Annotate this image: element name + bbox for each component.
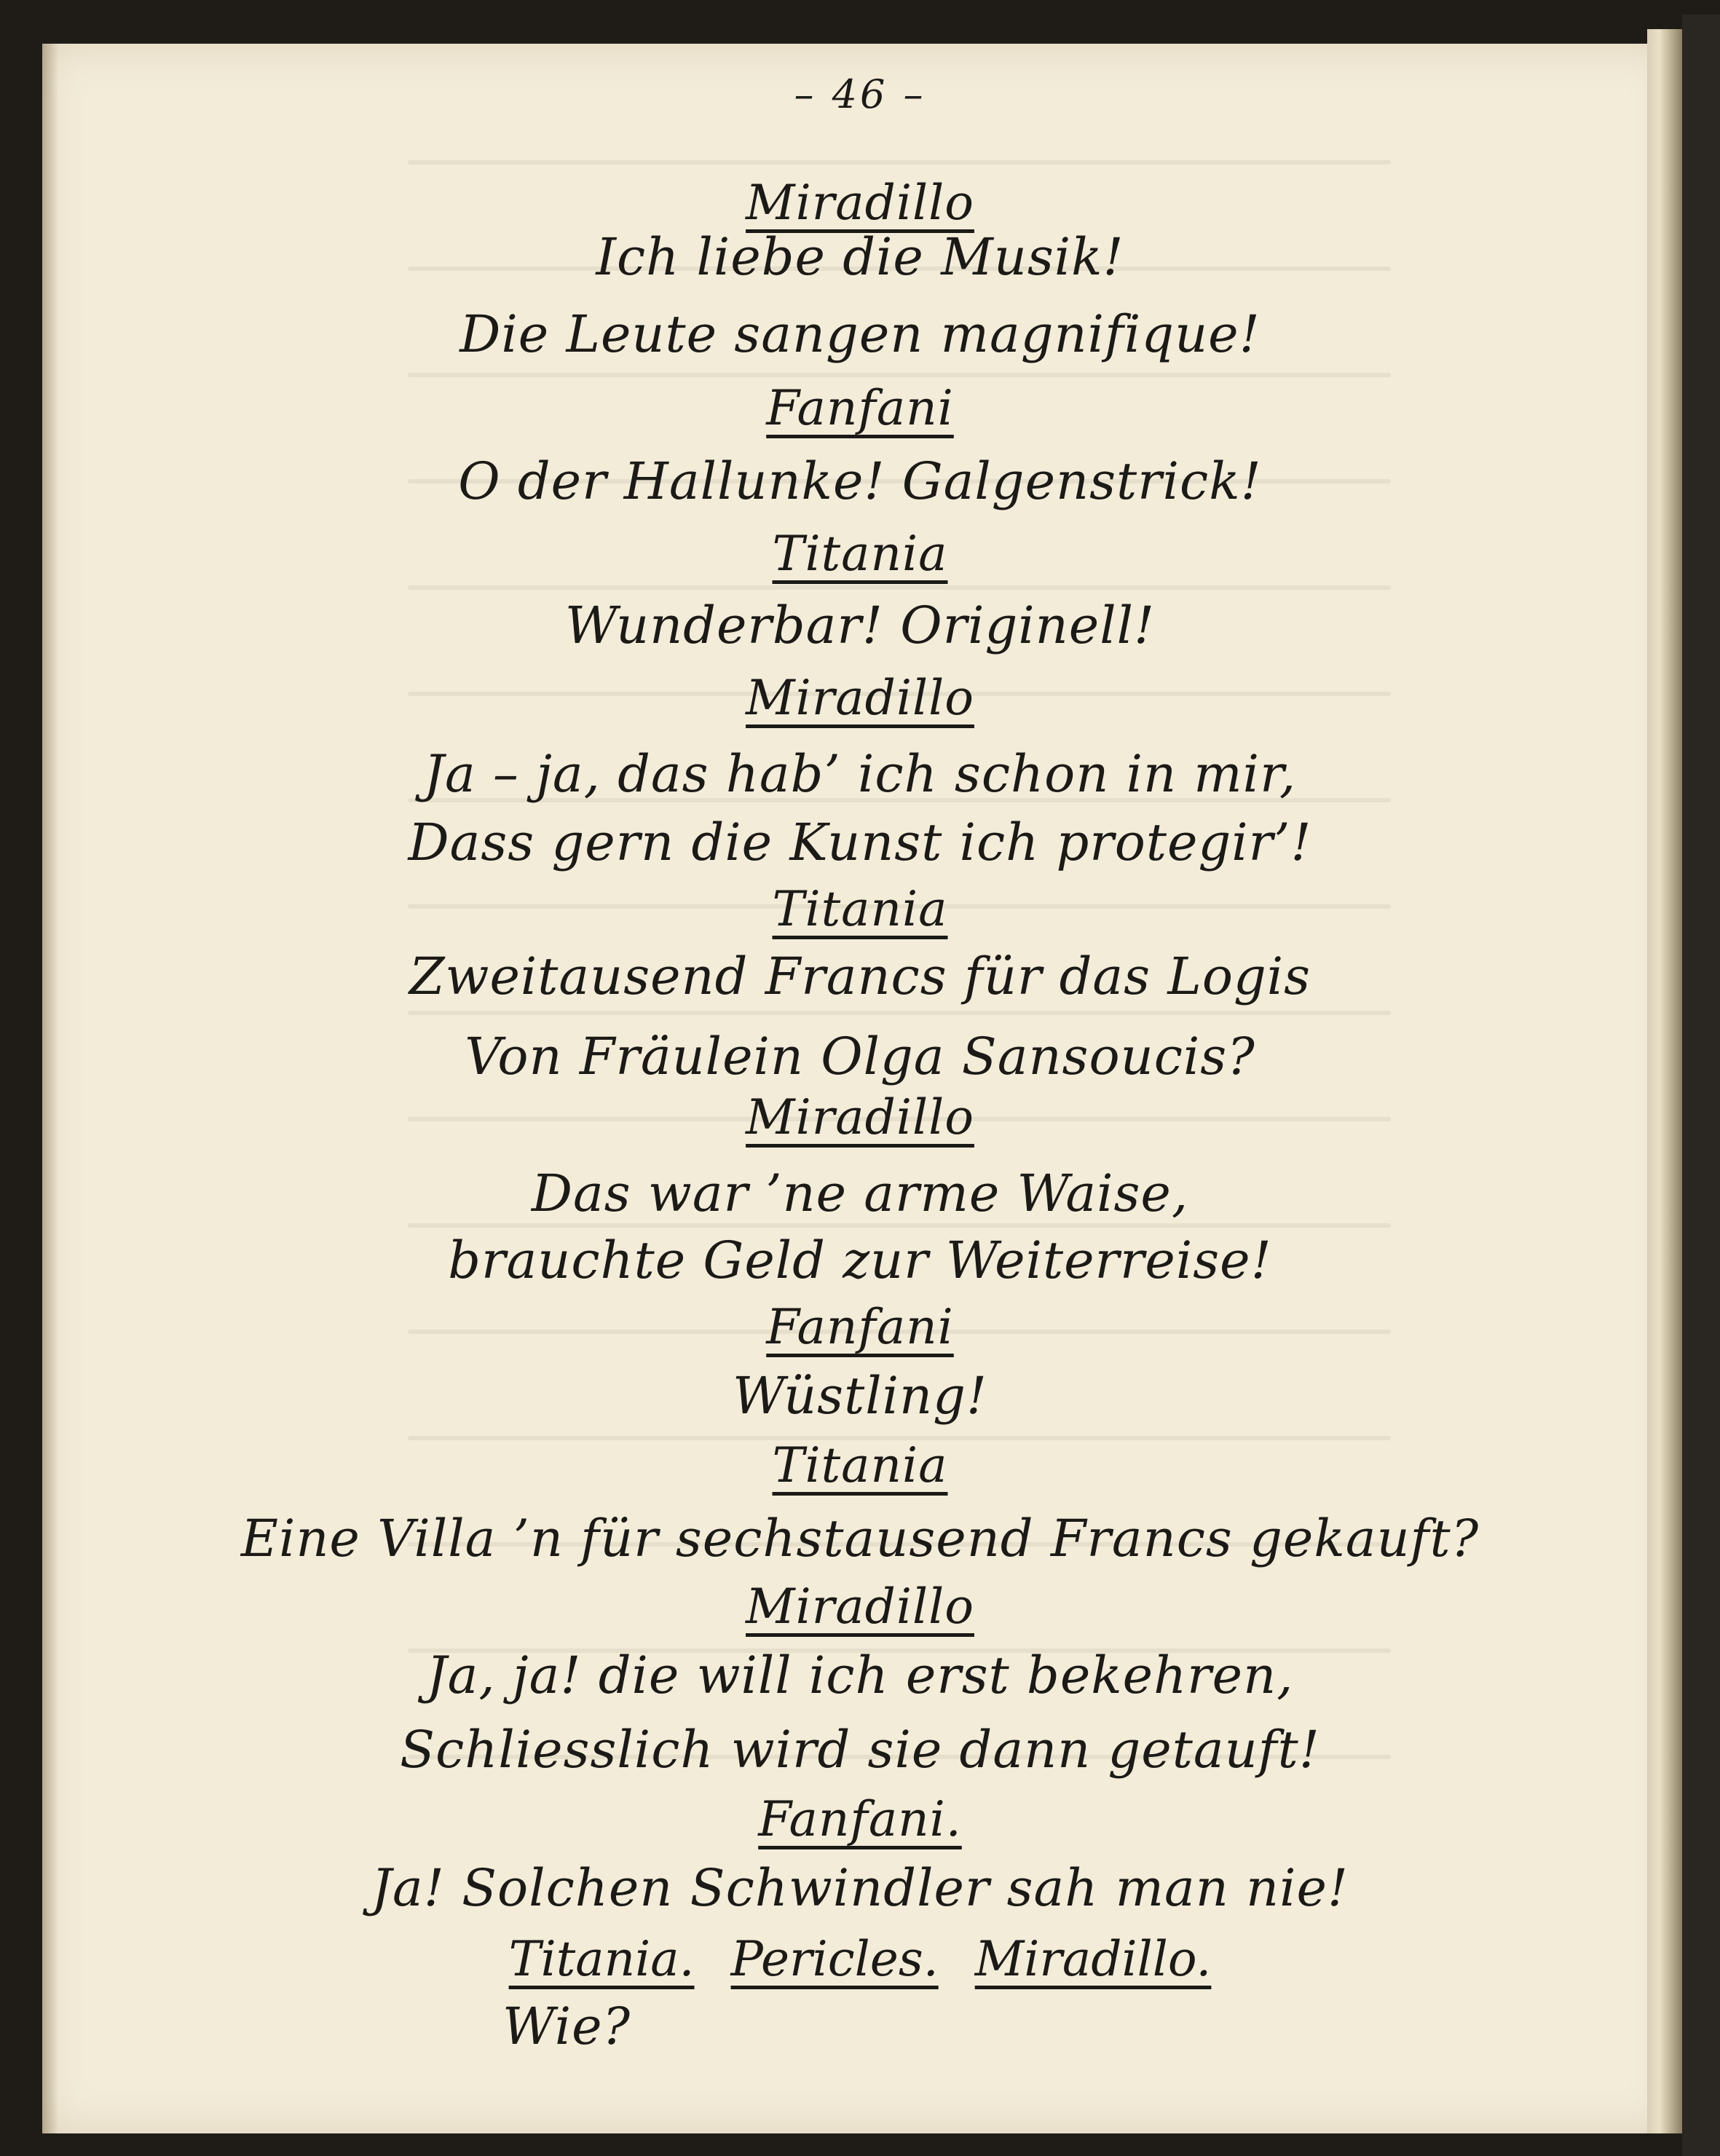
speaker-name: Miradillo <box>746 1579 974 1635</box>
speaker-name: Miradillo. <box>974 1931 1212 1987</box>
speaker-group <box>0 1931 1720 1987</box>
verse-line: Ja, ja! die will ich erst bekehren, <box>426 1646 1294 1705</box>
verse-line: Wunderbar! Originell! <box>564 596 1156 655</box>
speaker-name: Miradillo <box>746 1089 974 1145</box>
verse-line: Wüstling! <box>732 1366 988 1426</box>
verse-line: Wie? <box>502 1997 631 2056</box>
verse-line: O der Hallunke! Galgenstrick! <box>458 451 1262 511</box>
speaker-name: Pericles. <box>730 1931 939 1987</box>
speaker-name: Fanfani. <box>758 1791 962 1847</box>
verse-line: brauchte Geld zur Weiterreise! <box>448 1231 1272 1290</box>
verse-line: Ich liebe die Musik! <box>596 227 1124 287</box>
verse-line: Zweitausend Francs für das Logis <box>409 947 1311 1006</box>
page-number: – 46 – <box>794 71 926 117</box>
verse-line: Eine Villa ’n für sechstausend Francs gekauft? <box>240 1509 1480 1568</box>
speaker-name: Titania <box>772 881 948 937</box>
speaker-name: Titania <box>772 1437 948 1493</box>
speaker-name: Miradillo <box>746 670 974 726</box>
verse-line: Schliesslich wird sie dann getauft! <box>400 1720 1320 1780</box>
speaker-name: Fanfani <box>766 1299 954 1355</box>
verse-line: Ja – ja, das hab’ ich schon in mir, <box>423 744 1297 804</box>
verse-line: Dass gern die Kunst ich protegir’! <box>408 813 1312 872</box>
speaker-name: Titania <box>772 526 948 582</box>
verse-line: Das war ’ne arme Waise, <box>531 1164 1189 1223</box>
verse-line: Von Fräulein Olga Sansoucis? <box>465 1027 1255 1086</box>
verse-line: Ja! Solchen Schwindler sah man nie! <box>371 1858 1349 1918</box>
verse-line: Die Leute sangen magnifique! <box>459 304 1261 364</box>
speaker-name: Miradillo <box>746 175 974 231</box>
speaker-name: Fanfani <box>766 380 954 436</box>
speaker-name: Titania. <box>508 1931 695 1987</box>
